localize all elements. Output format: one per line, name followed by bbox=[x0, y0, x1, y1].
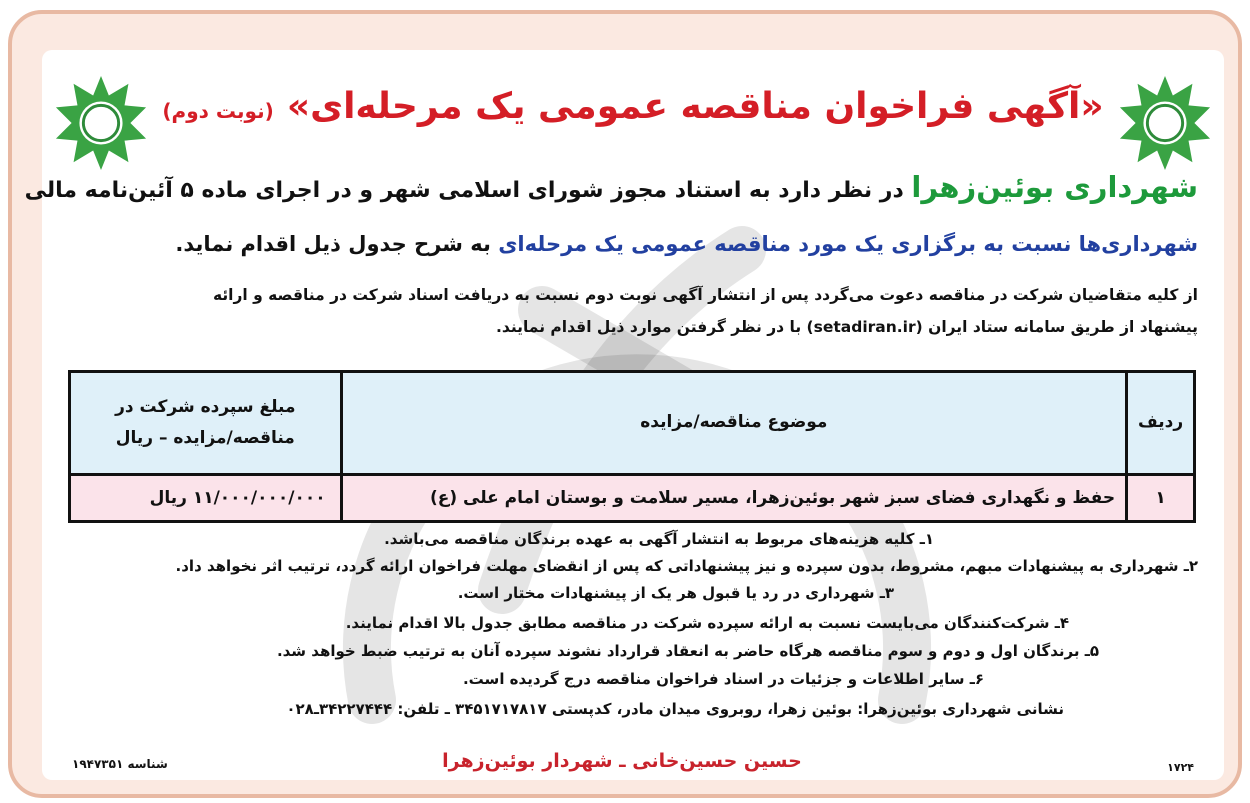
intro-line-2 bbox=[175, 232, 1198, 256]
title-main: «آگهی فراخوان مناقصه عمومی یک مرحله‌ای» bbox=[286, 86, 1104, 127]
intro-line-3: از کلیه متقاضیان شرکت در مناقصه دعوت می‌گردد پس از انتشار آگهی نوبت دوم نسبت به دریافت اسناد شرکت در مناقصه و ارائه bbox=[212, 286, 1198, 304]
condition-4: ۴ـ شرکت‌کنندگان می‌بایست نسبت به ارائه سپرده شرکت در مناقصه مطابق جدول بالا اقدام نمایند. bbox=[345, 614, 1069, 632]
org-name: شهرداری بوئین‌زهرا bbox=[911, 170, 1198, 204]
header-deposit-line-2: مناقصه/مزایده – ریال bbox=[115, 428, 295, 448]
condition-2: ۲ـ شهرداری به پیشنهادات مبهم، مشروط، بدون سپرده و نیز پیشنهاداتی که پس از انقضای مهلت فراخوان ارائه گردد، ترتیب اثر نخواهد داد. bbox=[175, 557, 1198, 575]
condition-1: ۱ـ کلیه هزینه‌های مربوط به انتشار آگهی به عهده برندگان مناقصه می‌باشد. bbox=[384, 530, 934, 548]
intro-line-2-text: به شرح جدول ذیل اقدام نماید. bbox=[175, 232, 491, 256]
header-subject: موضوع مناقصه/مزایده bbox=[341, 372, 1127, 475]
notice-body bbox=[24, 50, 1224, 780]
signature: حسین حسین‌خانی ـ شهردار بوئین‌زهرا bbox=[442, 750, 802, 772]
intro-line-1 bbox=[25, 170, 1198, 204]
intro-line-4: پیشنهاد از طریق سامانه ستاد ایران (setadiran.ir) با در نظر گرفتن موارد ذیل اقدام نمایند. bbox=[496, 318, 1198, 336]
header-row-number: ردیف bbox=[1127, 372, 1195, 475]
table-header-row bbox=[70, 372, 1195, 475]
notice-frame bbox=[8, 10, 1242, 798]
title-sub: (نوبت دوم) bbox=[162, 99, 274, 123]
tender-table bbox=[68, 370, 1196, 523]
condition-5: ۵ـ برندگان اول و دوم و سوم مناقصه هرگاه حاضر به انعقاد قرارداد نشوند سپرده آنان به ترتیب ضبط خواهد شد. bbox=[276, 642, 1099, 660]
condition-6: ۶ـ سایر اطلاعات و جزئیات در اسناد فراخوان مناقصه درج گردیده است. bbox=[462, 670, 984, 688]
page-number: ۱۷۲۴ bbox=[1167, 761, 1194, 774]
condition-3: ۳ـ شهرداری در رد یا قبول هر یک از پیشنهادات مختار است. bbox=[457, 584, 894, 602]
notice-title bbox=[162, 86, 1104, 127]
address-line: نشانی شهرداری بوئین‌زهرا: بوئین زهرا، روبروی میدان مادر، کدپستی ۳۴۵۱۷۱۷۸۱۷ ـ تلفن: ۳۴۲۲۷۴۴۴ـ۰۲۸ bbox=[286, 700, 1064, 718]
intro-highlight: شهرداری‌ها نسبت به برگزاری یک مورد مناقصه عمومی یک مرحله‌ای bbox=[498, 232, 1198, 256]
row-deposit: ۱۱/۰۰۰/۰۰۰/۰۰۰ ریال bbox=[70, 475, 342, 522]
notice-code: شناسه ۱۹۴۷۳۵۱ bbox=[72, 757, 168, 771]
row-subject: حفظ و نگهداری فضای سبز شهر بوئین‌زهرا، مسیر سلامت و بوستان امام علی (ع) bbox=[341, 475, 1127, 522]
intro-line-1-text: در نظر دارد به استناد مجوز شورای اسلامی شهر و در اجرای ماده ۵ آئین‌نامه مالی bbox=[24, 178, 904, 203]
table-row bbox=[70, 475, 1195, 522]
header-deposit bbox=[70, 372, 342, 475]
municipality-emblem-icon bbox=[52, 74, 150, 172]
header-deposit-line-1: مبلغ سپرده شرکت در bbox=[115, 396, 296, 417]
municipality-emblem-icon bbox=[1116, 74, 1214, 172]
row-number: ۱ bbox=[1127, 475, 1195, 522]
